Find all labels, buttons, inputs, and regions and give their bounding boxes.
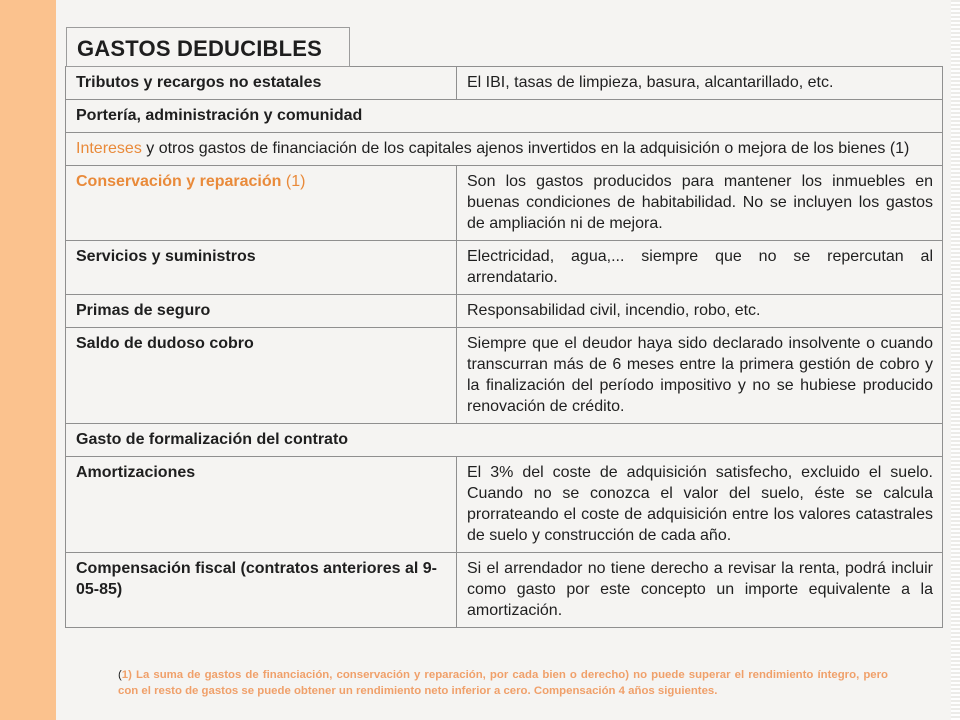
table-row xyxy=(66,424,943,457)
deductible-expenses-table xyxy=(65,66,943,628)
row-label: Conservación y reparación xyxy=(76,173,282,190)
row-label: Gasto de formalización del contrato xyxy=(66,424,943,457)
page-title: GASTOS DEDUCIBLES xyxy=(77,36,323,61)
row-label: Tributos y recargos no estatales xyxy=(66,67,457,100)
footnote xyxy=(118,667,888,699)
table-row xyxy=(66,295,943,328)
table-row xyxy=(66,241,943,295)
row-description: Si el arrendador no tiene derecho a revisar la renta, podrá incluir como gasto por este concepto un importe equivalente a la amortización. xyxy=(457,553,943,628)
row-label: Primas de seguro xyxy=(66,295,457,328)
row-label-suffix: (1) xyxy=(281,173,306,190)
left-decorative-stripe xyxy=(0,0,56,720)
row-description: Electricidad, agua,... siempre que no se repercutan al arrendatario. xyxy=(457,241,943,295)
table-row xyxy=(66,166,943,241)
row-description: y otros gastos de financiación de los capitales ajenos invertidos en la adquisición o mejora de los bienes (1) xyxy=(141,140,910,157)
row-description: Responsabilidad civil, incendio, robo, etc. xyxy=(457,295,943,328)
table-row xyxy=(66,100,943,133)
table-row xyxy=(66,457,943,553)
row-full-text xyxy=(66,133,943,166)
table-row xyxy=(66,67,943,100)
row-label: Saldo de dudoso cobro xyxy=(66,328,457,424)
table-row xyxy=(66,553,943,628)
row-label: Compensación fiscal (contratos anteriores al 9-05-85) xyxy=(66,553,457,628)
row-label: Amortizaciones xyxy=(66,457,457,553)
title-box xyxy=(66,27,350,67)
row-label-cell xyxy=(66,166,457,241)
table-row xyxy=(66,328,943,424)
row-label: Servicios y suministros xyxy=(66,241,457,295)
row-description: El IBI, tasas de limpieza, basura, alcantarillado, etc. xyxy=(457,67,943,100)
row-description: El 3% del coste de adquisición satisfecho, excluido el suelo. Cuando no se conozca el valor del suelo, éste se calcula prorrateando el coste de adquisición entre los valores catastrales de suelo y construcción de cada año. xyxy=(457,457,943,553)
row-label: Portería, administración y comunidad xyxy=(66,100,943,133)
right-decorative-edge xyxy=(951,0,960,720)
table-row xyxy=(66,133,943,166)
footnote-paren: ( xyxy=(118,669,122,681)
row-description: Son los gastos producidos para mantener los inmuebles en buenas condiciones de habitabilidad. No se incluyen los gastos de ampliación ni de mejora. xyxy=(457,166,943,241)
footnote-text: 1) La suma de gastos de financiación, conservación y reparación, por cada bien o derecho) no puede superar el rendimiento íntegro, pero con el resto de gastos se puede obtener un rendimiento neto inferior a cero. Compensación 4 años siguientes. xyxy=(118,669,888,697)
row-description: Siempre que el deudor haya sido declarado insolvente o cuando transcurran más de 6 meses entre la primera gestión de cobro y la finalización del período impositivo y no se hubiese producido renovación de crédito. xyxy=(457,328,943,424)
row-label: Intereses xyxy=(76,140,142,157)
